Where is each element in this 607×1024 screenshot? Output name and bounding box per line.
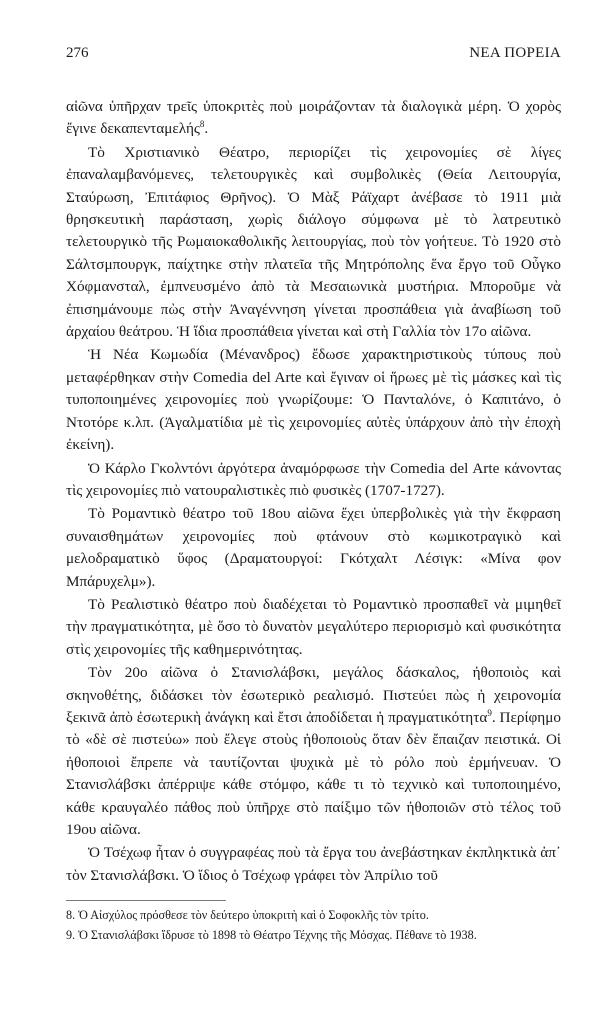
paragraph: Ὁ Κάρλο Γκολντόνι ἀργότερα ἀναμόρφωσε τὴν Comedia del Arte κάνοντας τὶς χειρονομίες πιὸ νατουραλιστικὲς πιὸ φυσικὲς (1707-1727). <box>66 459 561 499</box>
paragraph: αἰῶνα ὑπῆρχαν τρεῖς ὑποκριτὲς ποὺ μοιράζονταν τὰ διαλογικὰ μέρη. Ὁ χορὸς ἔγινε δεκαπενταμελής$^8$. <box>66 98 561 138</box>
running-title: ΝΕΑ ΠΟΡΕΙΑ <box>469 45 561 61</box>
footnotes <box>66 905 561 945</box>
footnote: 9. Ὁ Στανισλάβσκι ἵδρυσε τὸ 1898 τὸ Θέατρο Τέχνης τῆς Μόσχας. Πέθανε τὸ 1938. <box>66 928 477 942</box>
footnote-divider <box>66 900 226 901</box>
paragraph: Ὁ Τσέχωφ ἦταν ὁ συγγραφέας ποὺ τὰ ἔργα του ἀνεβάστηκαν ἐκπληκτικὰ ἀπ᾽ τὸν Στανισλάβσκι. Ὁ ἴδιος ὁ Τσέχωφ γράφει τὸν Ἀπρίλιο τοῦ <box>66 844 561 884</box>
paragraph: Τὸ Ρομαντικὸ θέατρο τοῦ 18ου αἰῶνα ἔχει ὑπερβολικὲς γιὰ τὴν ἔκφραση συναισθημάτων χειρονομίες ποὺ φτάνουν στὸ κωμικοτραγικὸ καὶ μελοδραματικὸ ὕφος (Δραματουργοί: Γκότχαλτ Λέσιγκ: «Μίνα φον Μπάρυχελμ»). <box>66 505 561 590</box>
page-header <box>66 45 561 67</box>
footnote-ref: 8 <box>199 119 205 130</box>
paragraph: Τὸν 20ο αἰῶνα ὁ Στανισλάβσκι, μεγάλος δάσκαλος, ἠθοποιὸς καὶ σκηνοθέτης, διδάσκει τὸν ἐσωτερικὸ ρεαλισμό. Πιστεύει πὼς ἡ χειρονομία ξεκινᾶ ἀπὸ ἐσωτερικὴ ἀνάγκη καὶ ἔτσι ἀποδίδεται ἡ πραγματικότητα$^9$. Περίφημο τὸ «δὲ σὲ πιστεύω» ποὺ ἔλεγε στοὺς ἠθοποιοὺς ὅταν δὲν ἔπαιζαν πειστικά. Οἱ ἠθοποιοὶ ἔπρεπε νὰ ταυτίζονται ψυχικὰ μὲ τὸ ρόλο ποὺ ἑρμήνευαν. Ὁ Στανισλάβσκι ἀπέρριψε κάθε στόμφο, κάθε τι τὸ τεχνικὸ καὶ τυποποιημένο, κάθε κραυγαλέο πάθος ποὺ ὑπῆρχε στὸ παίξιμο τῶν ἠθοποιῶν στὸ τέλος τοῦ 19ου αἰῶνα. <box>66 664 561 838</box>
page-number: 276 <box>66 45 89 61</box>
footnote: 8. Ὁ Αἰσχύλος πρόσθεσε τὸν δεύτερο ὑποκριτὴ καὶ ὁ Σοφοκλῆς τὸν τρίτο. <box>66 908 429 922</box>
body-text <box>66 96 561 888</box>
paragraph: Τὸ Χριστιανικὸ Θέατρο, περιορίζει τὶς χειρονομίες σὲ λίγες ἐπαναλαμβανόμενες, τελετουργικὲς καὶ συμβολικὲς (Θεία Λειτουργία, Σταύρωση, Ἐπιτάφιος Θρῆνος). Ὁ Μὰξ Ράϊχαρτ ἀνέβασε τὸ 1911 μιὰ θρησκευτικὴ παράσταση, χωρὶς διάλογο σύμφωνα μὲ τὸ λατρευτικὸ τελετουργικὸ τῆς Ρωμαιοκαθολικῆς λειτουργίας, ποὺ τὸν γοήτευε. Τὸ 1920 στὸ Σάλτσμπουργκ, παίχτηκε στὴν πλατεῖα τῆς Μητρόπολης ἕνα ἔργο τοῦ Οὖγκο Χόφμανσταλ, ἐμπνευσμένο ἀπὸ τὰ Μεσαιωνικὰ μυστήρια. Μποροῦμε νὰ ἐπισημάνουμε πὼς στὴν Ἀναγέννηση γίνεται προσπάθεια γιὰ ἀναβίωση τοῦ ἀρχαίου θεάτρου. Ἡ ἴδια προσπάθεια γίνεται καὶ στὴ Γαλλία τὸν 17ο αἰῶνα. <box>66 143 561 341</box>
footnote-ref: 9 <box>487 707 492 718</box>
paragraph: Ἡ Νέα Κωμωδία (Μένανδρος) ἔδωσε χαρακτηριστικοὺς τύπους ποὺ μεταφέρθηκαν στὴν Comedia del Arte καὶ ἔγιναν οἱ ἥρωες μὲ τὶς μάσκες καὶ τὶς τυποποιημένες χειρονομίες ποὺ γνωρίζουμε: Ὁ Πανταλόνε, ὁ Καπιτάνο, ὁ Ντοτόρε κ.λπ. (Ἀγαλματίδια μὲ τὶς χειρονομίες αὐτὲς ὑπάρχουν ἀπὸ τὴν ἐποχὴ ἐκείνη). <box>66 346 561 454</box>
paragraph: Τὸ Ρεαλιστικὸ θέατρο ποὺ διαδέχεται τὸ Ρομαντικὸ προσπαθεῖ νὰ μιμηθεῖ τὴν πραγματικότητα, μὲ ὅσο τὸ δυνατὸν μεγαλύτερο περιορισμὸ καὶ φυσικότητα στὶς χειρονομίες τῆς καθημερινότητας. <box>66 595 561 658</box>
